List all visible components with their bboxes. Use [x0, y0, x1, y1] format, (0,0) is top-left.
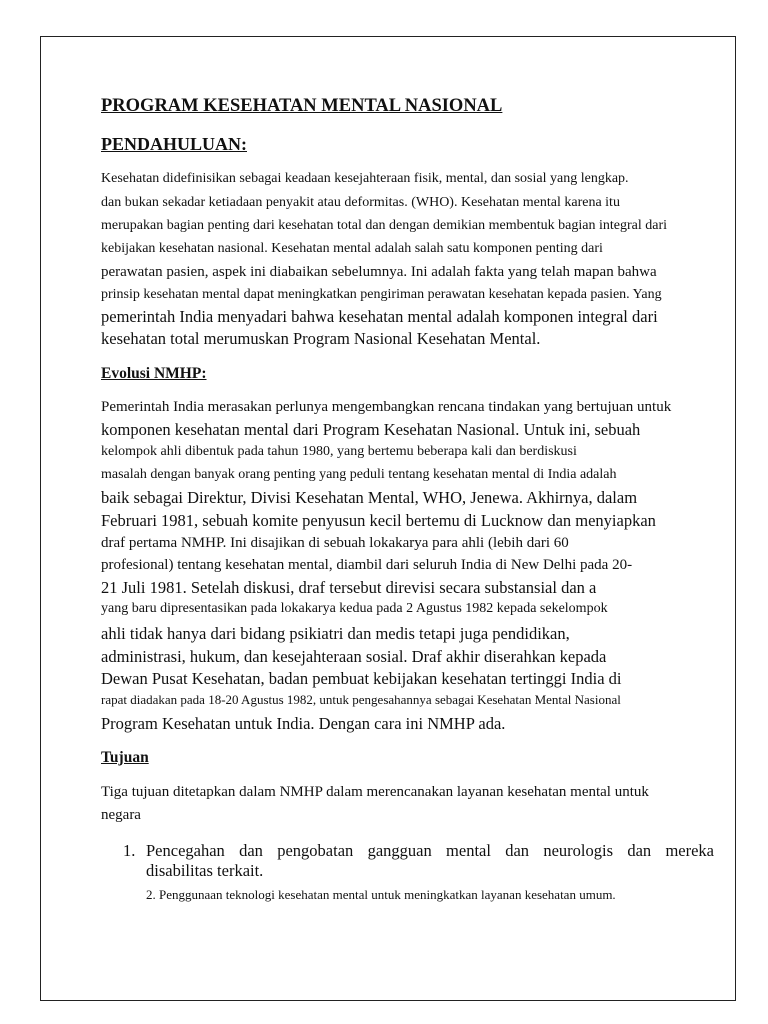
- evolution-heading: Evolusi NMHP:: [101, 365, 207, 382]
- evolution-line: Program Kesehatan untuk India. Dengan cara ini NMHP ada.: [101, 714, 506, 733]
- objectives-intro-line: negara: [101, 807, 141, 823]
- objectives-heading: Tujuan: [101, 749, 149, 766]
- intro-line: merupakan bagian penting dari kesehatan total dan dengan demikian membentuk bagian integral dari: [101, 218, 668, 233]
- intro-line: perawatan pasien, aspek ini diabaikan sebelumnya. Ini adalah fakta yang telah mapan bahwa: [101, 264, 657, 280]
- evolution-line: draf pertama NMHP. Ini disajikan di sebuah lokakarya para ahli (lebih dari 60: [101, 535, 569, 551]
- list-item-text: Pencegahan dan pengobatan gangguan mental dan neurologis dan mereka: [146, 841, 714, 860]
- evolution-line: profesional) tentang kesehatan mental, diambil dari seluruh India di New Delhi pada 20-: [101, 557, 633, 573]
- evolution-line: masalah dengan banyak orang penting yang peduli tentang kesehatan mental di India adalah: [101, 467, 617, 482]
- intro-line: dan bukan sekadar ketiadaan penyakit atau deformitas. (WHO). Kesehatan mental karena itu: [101, 195, 620, 210]
- intro-heading: PENDAHULUAN:: [101, 134, 247, 154]
- list-item-text: disabilitas terkait.: [146, 861, 264, 880]
- evolution-line: yang baru dipresentasikan pada lokakarya kedua pada 2 Agustus 1982 kepada sekelompok: [101, 601, 608, 616]
- evolution-line: Februari 1981, sebuah komite penyusun kecil bertemu di Lucknow dan menyiapkan: [101, 511, 656, 530]
- intro-line: pemerintah India menyadari bahwa kesehatan mental adalah komponen integral dari: [101, 307, 658, 326]
- evolution-line: administrasi, hukum, dan kesejahteraan sosial. Draf akhir diserahkan kepada: [101, 647, 607, 666]
- list-item: 2. Penggunaan teknologi kesehatan mental untuk meningkatkan layanan kesehatan umum.: [146, 887, 616, 902]
- evolution-line: ahli tidak hanya dari bidang psikiatri dan medis tetapi juga pendidikan,: [101, 624, 570, 643]
- evolution-line: 21 Juli 1981. Setelah diskusi, draf tersebut direvisi secara substansial dan a: [101, 578, 597, 597]
- evolution-line: rapat diadakan pada 18-20 Agustus 1982, untuk pengesahannya sebagai Kesehatan Mental Nasional: [101, 692, 621, 707]
- evolution-line: komponen kesehatan mental dari Program Kesehatan Nasional. Untuk ini, sebuah: [101, 420, 641, 439]
- list-item-number: 1.: [123, 841, 136, 860]
- evolution-line: Dewan Pusat Kesehatan, badan pembuat kebijakan kesehatan tertinggi India di: [101, 669, 622, 688]
- evolution-line: baik sebagai Direktur, Divisi Kesehatan Mental, WHO, Jenewa. Akhirnya, dalam: [101, 488, 638, 507]
- intro-line: prinsip kesehatan mental dapat meningkatkan pengiriman perawatan kesehatan kepada pasien. Yang: [101, 287, 662, 302]
- intro-line: Kesehatan didefinisikan sebagai keadaan kesejahteraan fisik, mental, dan sosial yang lengkap.: [101, 171, 629, 186]
- evolution-line: kelompok ahli dibentuk pada tahun 1980, yang bertemu beberapa kali dan berdiskusi: [101, 444, 577, 459]
- document-title: PROGRAM KESEHATAN MENTAL NASIONAL: [101, 96, 503, 116]
- objectives-intro-line: Tiga tujuan ditetapkan dalam NMHP dalam merencanakan layanan kesehatan mental untuk: [101, 784, 649, 800]
- evolution-line: Pemerintah India merasakan perlunya mengembangkan rencana tindakan yang bertujuan untuk: [101, 399, 672, 415]
- intro-line: kesehatan total merumuskan Program Nasional Kesehatan Mental.: [101, 329, 541, 348]
- intro-line: kebijakan kesehatan nasional. Kesehatan mental adalah salah satu komponen penting dari: [101, 241, 603, 256]
